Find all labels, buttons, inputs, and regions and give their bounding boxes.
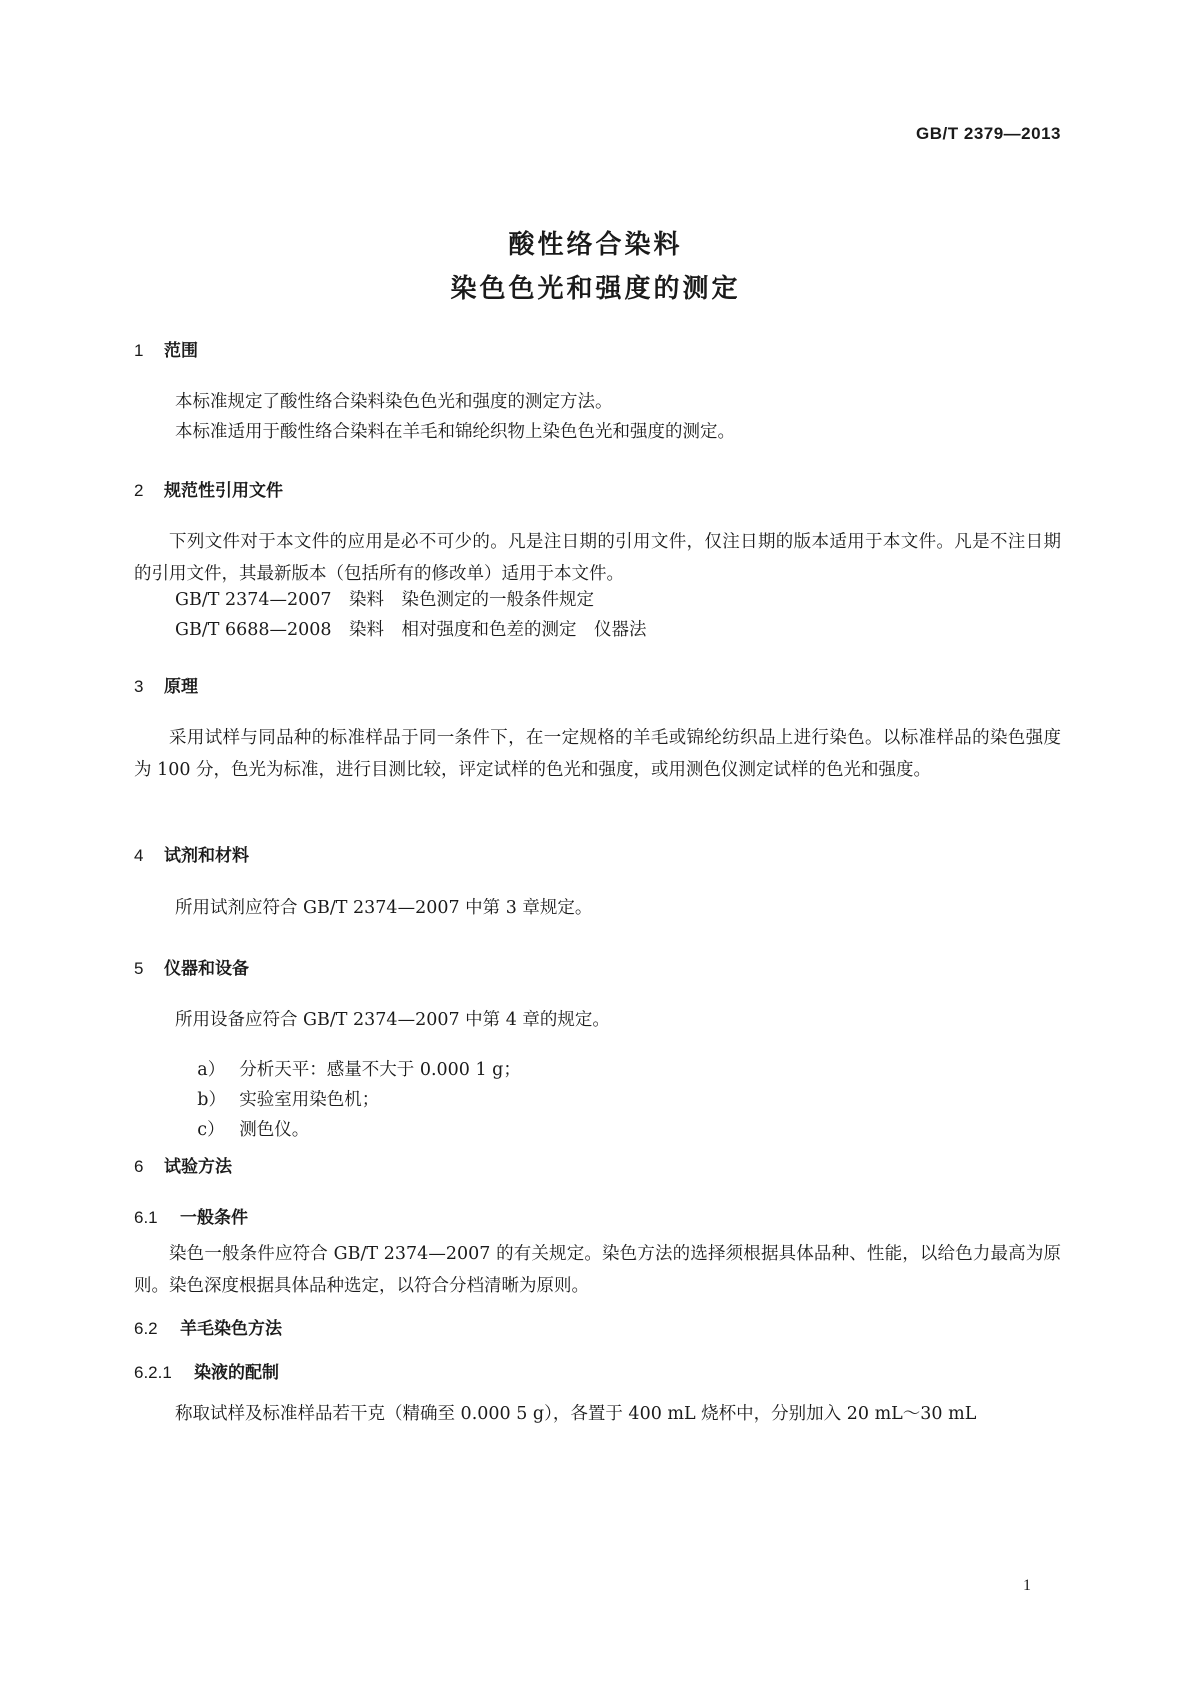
section-title: 规范性引用文件	[164, 481, 283, 501]
section-heading-6-2	[134, 1314, 282, 1339]
section-number: 6.2.1	[134, 1363, 172, 1382]
paragraph: 本标准规定了酸性络合染料染色色光和强度的测定方法。	[175, 392, 613, 412]
list-marker: a）	[197, 1060, 226, 1080]
section-heading-1	[134, 336, 198, 361]
section-number: 2	[134, 481, 144, 500]
reference-item: GB/T 6688—2008 染料 相对强度和色差的测定 仪器法	[175, 620, 647, 640]
section-title: 仪器和设备	[164, 959, 249, 979]
section-heading-4	[134, 841, 249, 866]
list-text: 实验室用染色机；	[239, 1090, 380, 1110]
section-title: 一般条件	[180, 1208, 248, 1228]
section-number: 6.1	[134, 1208, 158, 1227]
section-heading-5	[134, 954, 249, 979]
section-title: 范围	[164, 341, 198, 361]
section-number: 4	[134, 846, 144, 865]
section-title: 染液的配制	[194, 1363, 279, 1383]
section-number: 3	[134, 677, 144, 696]
standard-code: GB/T 2379—2013	[916, 124, 1061, 143]
section-heading-3	[134, 672, 198, 697]
list-text: 测色仪。	[239, 1120, 310, 1140]
section-title: 原理	[164, 677, 198, 697]
section-number: 5	[134, 959, 144, 978]
paragraph: 本标准适用于酸性络合染料在羊毛和锦纶织物上染色色光和强度的测定。	[175, 422, 735, 442]
section-number: 1	[134, 341, 144, 360]
paragraph: 所用设备应符合 GB/T 2374—2007 中第 4 章的规定。	[175, 1010, 610, 1030]
paragraph: 称取试样及标准样品若干克（精确至 0.000 5 g），各置于 400 mL 烧杯中，分别加入 20 mL～30 mL	[175, 1404, 977, 1424]
list-text: 分析天平：感量不大于 0.000 1 g；	[239, 1060, 521, 1080]
document-title-line1: 酸性络合染料	[508, 230, 683, 260]
paragraph: 所用试剂应符合 GB/T 2374—2007 中第 3 章规定。	[175, 898, 593, 918]
list-marker: c）	[197, 1120, 225, 1140]
section-title: 试验方法	[164, 1157, 232, 1177]
section-title: 试剂和材料	[164, 846, 249, 866]
section-heading-6	[134, 1152, 232, 1177]
document-title-line2: 染色色光和强度的测定	[450, 274, 741, 304]
section-number: 6.2	[134, 1319, 158, 1338]
section-heading-6-2-1	[134, 1358, 279, 1383]
reference-item: GB/T 2374—2007 染料 染色测定的一般条件规定	[175, 590, 595, 610]
paragraph: 染色一般条件应符合 GB/T 2374—2007 的有关规定。染色方法的选择须根据具体品种、性能，以给色力最高为原则。染色深度根据具体品种选定，以符合分档清晰为原则。	[134, 1244, 1061, 1296]
section-title: 羊毛染色方法	[180, 1319, 282, 1339]
paragraph: 下列文件对于本文件的应用是必不可少的。凡是注日期的引用文件，仅注日期的版本适用于本文件。凡是不注日期的引用文件，其最新版本（包括所有的修改单）适用于本文件。	[134, 532, 1061, 584]
paragraph: 采用试样与同品种的标准样品于同一条件下，在一定规格的羊毛或锦纶纺织品上进行染色。以标准样品的染色强度为 100 分，色光为标准，进行目测比较，评定试样的色光和强度，或用测色仪测定试样的色光和强度。	[134, 728, 1061, 780]
section-number: 6	[134, 1157, 144, 1176]
list-marker: b）	[197, 1090, 226, 1110]
section-heading-2	[134, 476, 283, 501]
section-heading-6-1	[134, 1203, 248, 1228]
page-number: 1	[1023, 1577, 1031, 1594]
